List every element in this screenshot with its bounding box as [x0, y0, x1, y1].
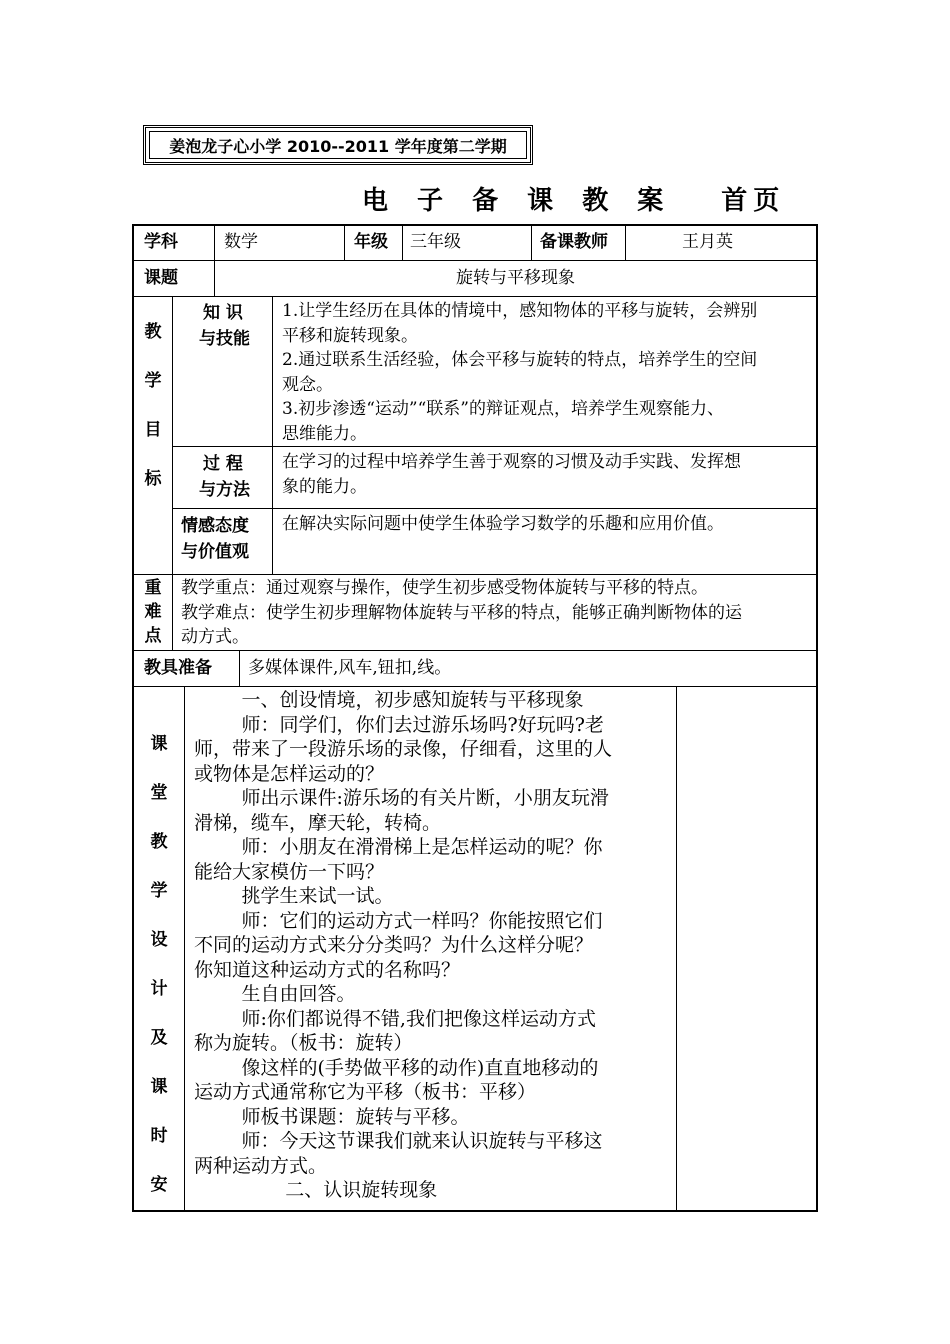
- process-label-line: 与方法: [199, 480, 250, 500]
- col-divider: [625, 226, 626, 260]
- keypoints-line: 教学重点：通过观察与操作，使学生初步感受物体旋转与平移的特点。: [181, 578, 708, 598]
- knowledge-line: 平移和旋转现象。: [282, 325, 418, 346]
- emotion-label-line: 情感态度: [181, 516, 249, 536]
- design-line: 或物体是怎样运动的？: [194, 762, 385, 785]
- design-char: 堂: [150, 783, 168, 803]
- process-line: 在学习的过程中培养学生善于观察的习惯及动手实践、发挥想: [282, 452, 741, 472]
- emotion-label: [173, 513, 271, 565]
- design-char: 及: [150, 1028, 168, 1048]
- title-text: 电 子 备 课 教 案: [362, 186, 674, 216]
- design-char: 学: [150, 881, 168, 901]
- emotion-text: [282, 512, 816, 536]
- emotion-label-line: 与价值观: [181, 542, 249, 562]
- lesson-plan-table: [132, 224, 818, 1212]
- col-divider: [402, 226, 403, 260]
- design-line: 挑学生来试一试。: [241, 885, 394, 907]
- knowledge-line: 思维能力。: [282, 423, 367, 444]
- process-line: 象的能力。: [282, 476, 367, 497]
- design-char: 课: [150, 734, 168, 754]
- knowledge-line: 1.让学生经历在具体的情境中，感知物体的平移与旋转，会辨别: [282, 301, 758, 321]
- design-char: 课: [150, 1077, 168, 1097]
- design-line: 生自由回答。: [241, 983, 356, 1005]
- keypoints-char: 难: [144, 602, 162, 622]
- process-label: [173, 451, 271, 503]
- objectives-char: 教: [144, 322, 162, 342]
- row-divider: [172, 508, 816, 509]
- col-divider: [184, 686, 185, 1212]
- design-char: 教: [150, 832, 168, 852]
- keypoints-line: 教学难点：使学生初步理解物体旋转与平移的特点，能够正确判断物体的运: [181, 602, 742, 623]
- design-line: 不同的运动方式来分分类吗？为什么这样分呢？: [194, 934, 594, 956]
- keypoints-char: 重: [144, 578, 162, 598]
- design-char: 设: [150, 930, 168, 950]
- design-char: 时: [150, 1126, 168, 1146]
- design-char: 安: [150, 1175, 168, 1195]
- knowledge-line: 2.通过联系生活经验，体会平移与旋转的特点，培养学生的空间: [282, 350, 758, 370]
- row-divider: [134, 574, 816, 575]
- page-title: [362, 180, 785, 217]
- objectives-char: 目: [144, 420, 162, 440]
- col-divider: [531, 226, 532, 260]
- row-divider: [172, 446, 816, 447]
- design-line: 像这样的(手势做平移的动作)直直地移动的: [241, 1056, 599, 1079]
- knowledge-text: [282, 299, 816, 446]
- design-label: [134, 732, 184, 1197]
- title-home: 首页: [721, 186, 786, 216]
- teacher-label: 备课教师: [540, 232, 608, 252]
- subject-label: 学科: [144, 232, 178, 252]
- design-line: 能给大家模仿一下吗？: [194, 860, 385, 883]
- design-line: 师：它们的运动方式一样吗？你能按照它们: [241, 909, 603, 932]
- row-divider: [134, 260, 816, 261]
- row-divider: [134, 296, 816, 297]
- objectives-char: 学: [144, 371, 162, 391]
- design-line: 你知道这种运动方式的名称吗？: [194, 958, 461, 981]
- materials-label: 教具准备: [144, 658, 212, 678]
- design-text: [194, 688, 674, 1203]
- design-line: 师：小朋友在滑滑梯上是怎样运动的呢？你: [241, 836, 603, 858]
- col-divider: [676, 686, 677, 1212]
- subject-value: 数学: [224, 232, 258, 252]
- knowledge-label-line: 知 识: [203, 303, 243, 323]
- keypoints-label: [134, 576, 172, 648]
- col-divider: [172, 574, 173, 650]
- design-line: 一、创设情境，初步感知旋转与平移现象: [241, 689, 584, 711]
- keypoints-line: 动方式。: [181, 627, 249, 647]
- col-divider: [239, 650, 240, 686]
- design-line: 滑梯，缆车，摩天轮，转椅。: [194, 811, 442, 834]
- col-divider: [344, 226, 345, 260]
- materials-value: 多媒体课件,风车,钮扣,线。: [248, 658, 452, 678]
- topic-label: 课题: [144, 268, 178, 288]
- col-divider: [272, 296, 273, 574]
- school-term-box: [143, 125, 533, 165]
- knowledge-label: [173, 300, 271, 352]
- design-line: 师，带来了一段游乐场的录像，仔细看，这里的人: [194, 738, 613, 760]
- grade-label: 年级: [354, 232, 388, 252]
- row-divider: [134, 650, 816, 651]
- emotion-line: 在解决实际问题中使学生体验学习数学的乐趣和应用价值。: [282, 514, 724, 534]
- keypoints-text: [181, 576, 816, 650]
- design-line: 两种运动方式。: [194, 1154, 328, 1177]
- design-line: 师板书课题：旋转与平移。: [241, 1105, 470, 1128]
- knowledge-line: 3.初步渗透“运动”“联系”的辩证观点，培养学生观察能力、: [282, 399, 724, 419]
- design-line: 师：今天这节课我们就来认识旋转与平移这: [241, 1130, 603, 1152]
- knowledge-line: 观念。: [282, 374, 333, 395]
- knowledge-label-line: 与技能: [199, 329, 250, 349]
- design-line: 运动方式通常称它为平移（板书：平移）: [194, 1081, 537, 1103]
- grade-value: 三年级: [410, 232, 461, 252]
- keypoints-char: 点: [144, 626, 162, 646]
- topic-value: 旋转与平移现象: [456, 268, 575, 288]
- school-term-text: 姜泡龙子心小学 2010--2011 学年度第二学期: [169, 136, 507, 156]
- objectives-char: 标: [144, 469, 162, 489]
- design-line: 师:你们都说得不错,我们把像这样运动方式: [241, 1007, 596, 1030]
- process-label-line: 过 程: [203, 454, 243, 474]
- design-line: 称为旋转。（板书：旋转）: [194, 1032, 413, 1054]
- design-line: 师出示课件:游乐场的有关片断，小朋友玩滑: [241, 787, 609, 809]
- design-line: 师：同学们，你们去过游乐场吗?好玩吗?老: [241, 713, 604, 736]
- objectives-label: [134, 320, 172, 491]
- design-line: 二、认识旋转现象: [285, 1179, 438, 1201]
- process-text: [282, 450, 816, 499]
- design-char: 计: [150, 979, 168, 999]
- teacher-value: 王月英: [682, 232, 733, 252]
- row-divider: [134, 686, 816, 687]
